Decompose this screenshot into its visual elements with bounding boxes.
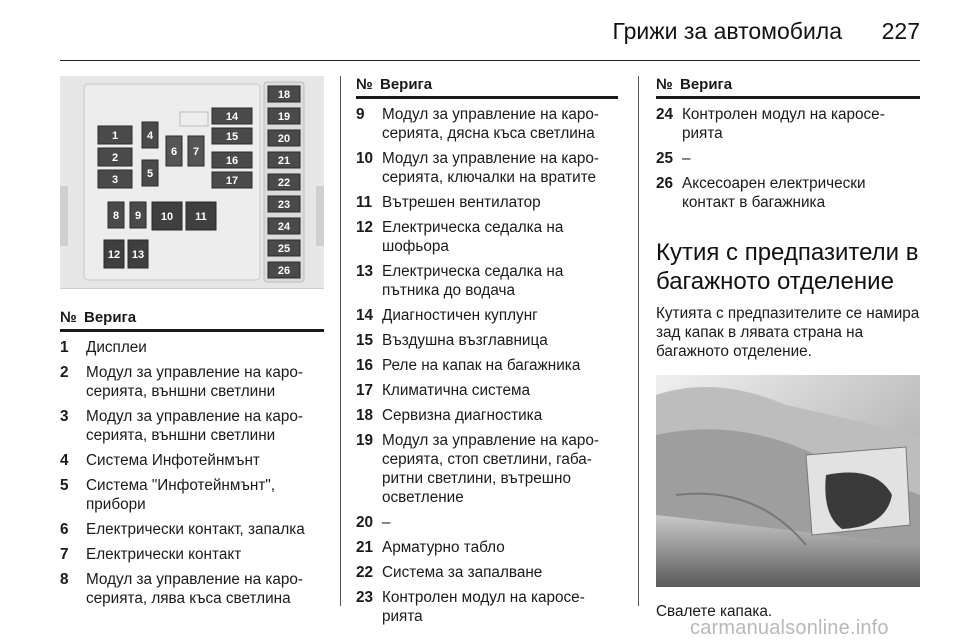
circuit-description: Модул за управление на каро-серията, стоп светлини, габа-ритни светлини, вътрешно осветление — [382, 432, 600, 506]
circuit-row — [356, 563, 618, 582]
circuit-number: 1 — [60, 339, 69, 356]
fuse-slot — [186, 202, 216, 230]
circuit-row — [356, 431, 618, 507]
circuit-description: Контролен модул на каросе-рията — [682, 106, 885, 142]
fuse-slot — [268, 108, 300, 124]
circuit-description: Модул за управление на каро-серията, лява къса светлина — [86, 571, 304, 607]
fuse-slot — [268, 130, 300, 146]
fuse-number: 18 — [277, 89, 291, 101]
fuse-slot — [142, 122, 158, 148]
circuit-row — [60, 407, 324, 445]
circuit-row — [656, 174, 920, 212]
page-header — [0, 0, 960, 60]
fuse-slot — [212, 172, 252, 188]
circuit-description: Електрически контакт — [86, 546, 242, 563]
fuse-number: 2 — [111, 152, 119, 164]
fuse-slot — [268, 262, 300, 278]
circuit-number: 24 — [656, 106, 674, 123]
watermark: carmanualsonline.info — [690, 617, 889, 639]
trunk-illustration — [656, 375, 920, 587]
fuse-number: 12 — [107, 249, 121, 261]
circuit-number: 14 — [356, 307, 374, 324]
circuit-row — [656, 149, 920, 168]
column-divider — [638, 76, 639, 606]
circuit-number: 20 — [356, 514, 374, 531]
circuit-description: Дисплеи — [86, 339, 147, 356]
circuit-row — [60, 363, 324, 401]
fuse-number: 7 — [192, 146, 200, 158]
circuit-row — [356, 331, 618, 350]
fuse-slot — [98, 148, 132, 166]
number-heading: № — [656, 76, 673, 93]
circuit-row — [60, 476, 324, 514]
circuit-row — [60, 338, 324, 357]
circuit-row — [356, 513, 618, 532]
fuse-number: 17 — [225, 175, 239, 187]
circuit-description: Реле на капак на багажника — [382, 357, 581, 374]
circuit-number: 10 — [356, 150, 374, 167]
fuse-number: 25 — [277, 243, 291, 255]
circuit-description: Модул за управление на каро-серията, външни светлини — [86, 364, 304, 400]
circuit-description: Вътрешен вентилатор — [382, 194, 541, 211]
column-1 — [60, 76, 324, 608]
circuit-row — [356, 406, 618, 425]
circuit-row — [356, 306, 618, 325]
circuit-description: Система Инфотейнмънт — [86, 452, 260, 469]
fuse-slot — [142, 160, 158, 186]
fuse-slot — [98, 170, 132, 188]
circuit-list — [656, 105, 920, 212]
circuit-number: 21 — [356, 539, 374, 556]
circuit-description: Аксесоарен електрически контакт в багажника — [682, 175, 866, 211]
circuit-number: 12 — [356, 219, 374, 236]
circuit-description: Въздушна възглавница — [382, 332, 548, 349]
fuse-slot — [98, 126, 132, 144]
circuit-description: Арматурно табло — [382, 539, 505, 556]
circuit-number: 11 — [356, 194, 373, 211]
circuit-description: Електрическа седалка на пътника до водача — [382, 263, 564, 299]
circuit-number: 23 — [356, 589, 374, 606]
fuse-slot — [188, 136, 204, 166]
fuse-slot — [212, 108, 252, 124]
circuit-number: 9 — [356, 106, 365, 123]
fuse-number: 26 — [277, 265, 291, 277]
circuit-row — [356, 262, 618, 300]
circuit-description: Система "Инфотейнмънт", прибори — [86, 477, 276, 513]
circuit-row — [356, 381, 618, 400]
circuit-number: 26 — [656, 175, 674, 192]
fuse-number: 21 — [277, 155, 291, 167]
circuit-number: 22 — [356, 564, 374, 581]
fuse-number: 13 — [131, 249, 145, 261]
fuse-slot — [268, 240, 300, 256]
circuit-row — [356, 538, 618, 557]
fuse-slot — [268, 174, 300, 190]
circuit-number: 2 — [60, 364, 69, 381]
fuse-number: 3 — [111, 174, 119, 186]
fuse-box-drawing — [60, 76, 324, 288]
circuit-description: Модул за управление на каро-серията, външни светлини — [86, 408, 304, 444]
circuit-description: – — [382, 514, 391, 531]
trunk-photo — [656, 375, 920, 587]
circuit-heading: Верига — [84, 309, 137, 326]
circuit-number: 3 — [60, 408, 69, 425]
circuit-description: Модул за управление на каро-серията, дясна къса светлина — [382, 106, 600, 142]
circuit-number: 16 — [356, 357, 374, 374]
fuse-slot — [268, 152, 300, 168]
fuse-slot — [104, 240, 124, 268]
circuit-row — [356, 218, 618, 256]
circuit-row — [356, 149, 618, 187]
circuit-description: Модул за управление на каро-серията, ключалки на вратите — [382, 150, 600, 186]
fuse-slot — [268, 196, 300, 212]
circuit-row — [60, 520, 324, 539]
circuit-heading: Верига — [680, 76, 733, 93]
circuit-description: Сервизна диагностика — [382, 407, 543, 424]
circuit-row — [356, 193, 618, 212]
circuit-number: 6 — [60, 521, 69, 538]
number-heading: № — [60, 309, 77, 326]
circuit-description: Система за запалване — [382, 564, 543, 581]
circuit-number: 25 — [656, 150, 674, 167]
circuit-description: Контролен модул на каросе-рията — [382, 589, 585, 625]
circuit-row — [356, 356, 618, 375]
circuit-list — [356, 105, 618, 626]
circuit-row — [356, 105, 618, 143]
table-header — [656, 76, 920, 99]
circuit-description: – — [682, 150, 691, 167]
circuit-description: Диагностичен куплунг — [382, 307, 538, 324]
fuse-number: 23 — [277, 199, 291, 211]
circuit-number: 8 — [60, 571, 69, 588]
number-heading: № — [356, 76, 373, 93]
fuse-number: 20 — [277, 133, 291, 145]
fuse-number: 6 — [170, 146, 178, 158]
circuit-row — [60, 451, 324, 470]
fuse-slot — [152, 202, 182, 230]
circuit-description: Климатична система — [382, 382, 531, 399]
circuit-number: 15 — [356, 332, 374, 349]
fuse-slot — [268, 86, 300, 102]
fuse-number: 1 — [111, 130, 119, 142]
fuse-slot — [128, 240, 148, 268]
fuse-number: 15 — [225, 131, 239, 143]
section-paragraph: Кутията с предпазителите се намира зад капак в лявата страна на багажното отделение. — [656, 305, 920, 360]
circuit-number: 5 — [60, 477, 69, 494]
circuit-description: Електрическа седалка на шофьора — [382, 219, 564, 255]
fuse-number: 5 — [146, 168, 154, 180]
table-header — [356, 76, 618, 99]
circuit-number: 17 — [356, 382, 374, 399]
circuit-number: 4 — [60, 452, 69, 469]
fuse-slot — [130, 202, 146, 228]
circuit-heading: Верига — [380, 76, 433, 93]
fuse-number: 16 — [225, 155, 239, 167]
circuit-row — [60, 545, 324, 564]
fuse-number: 19 — [277, 111, 291, 123]
fuse-slot — [212, 128, 252, 144]
header-rule — [60, 60, 920, 61]
fuse-number: 11 — [195, 211, 207, 223]
fuse-number: 14 — [225, 111, 239, 123]
fuse-slot — [212, 152, 252, 168]
column-2 — [356, 76, 618, 626]
circuit-row — [656, 105, 920, 143]
fuse-number: 9 — [134, 210, 142, 222]
column-3 — [656, 76, 920, 621]
circuit-number: 18 — [356, 407, 374, 424]
fuse-box-diagram — [60, 76, 324, 289]
fuse-slot — [268, 218, 300, 234]
circuit-number: 19 — [356, 432, 374, 449]
circuit-row — [60, 570, 324, 608]
circuit-list — [60, 338, 324, 608]
circuit-description: Електрически контакт, запалка — [86, 521, 305, 538]
page-number: 227 — [881, 18, 920, 44]
circuit-number: 13 — [356, 263, 374, 280]
circuit-row — [356, 588, 618, 626]
section-title: Кутия с предпазители в багажното отделение — [656, 239, 919, 295]
fuse-slot — [108, 202, 124, 228]
fuse-slot — [166, 136, 182, 166]
fuse-number: 22 — [277, 177, 291, 189]
fuse-number: 8 — [112, 210, 120, 222]
table-header — [60, 309, 324, 332]
circuit-number: 7 — [60, 546, 69, 563]
fuse-number: 10 — [160, 211, 174, 223]
header-title: Грижи за автомобила — [612, 18, 842, 44]
fuse-number: 4 — [146, 130, 154, 142]
fuse-number: 24 — [277, 221, 291, 233]
photo-caption: Свалете капака. — [656, 603, 773, 620]
column-divider — [340, 76, 341, 606]
